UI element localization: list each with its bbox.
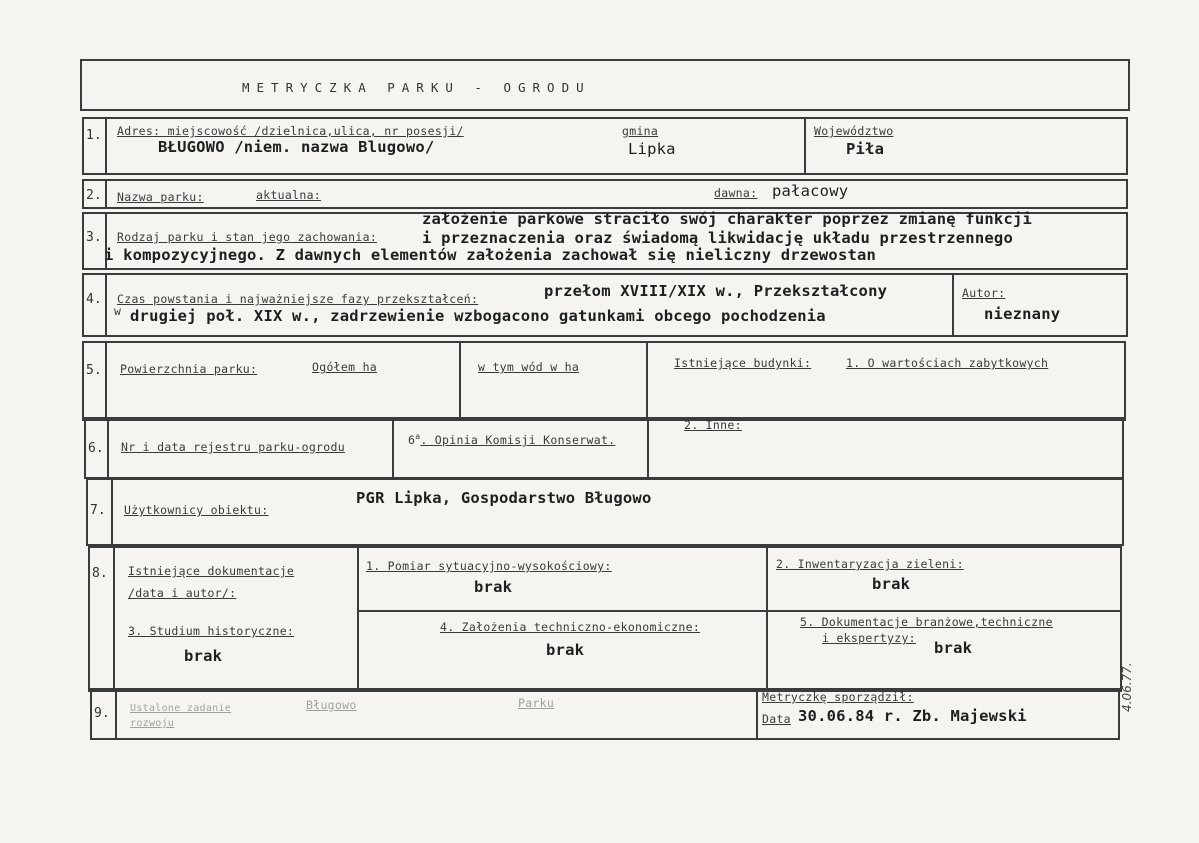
inwentaryzacja-value: brak: [872, 575, 911, 593]
handwritten-side-note: 4.06.77.: [1120, 662, 1134, 712]
studium-label: 3. Studium historyczne:: [128, 624, 295, 638]
title-box: [80, 59, 1130, 111]
row-5-box: [82, 341, 1126, 421]
opinia-label: [408, 432, 615, 447]
zadanie-label-2: rozwoju: [130, 718, 175, 729]
divider: [115, 690, 117, 738]
data-value: 30.06.84 r. Zb. Majewski: [798, 707, 1027, 725]
wod-label: w tym wód w ha: [478, 360, 580, 374]
rodzaj-line-2: i przeznaczenia oraz świadomą likwidację układu przestrzennego: [422, 229, 1013, 247]
powierzchnia-label: Powierzchnia parku:: [120, 362, 258, 376]
uzytkownicy-value: PGR Lipka, Gospodarstwo Bługowo: [356, 489, 652, 507]
divider: [357, 548, 359, 690]
czas-label: Czas powstania i najważniejsze fazy przekształceń:: [117, 292, 479, 306]
aktualna-label: aktualna:: [256, 188, 322, 202]
row-3-number: 3.: [86, 230, 102, 245]
autor-label: Autor:: [962, 286, 1006, 300]
row-4-number: 4.: [86, 292, 102, 307]
opinia-text: . Opinia Komisji Konserwat.: [420, 432, 616, 447]
row-2-number: 2.: [86, 188, 102, 203]
wojewodztwo-value: Piła: [846, 140, 885, 158]
divider: [113, 548, 115, 690]
metryczke-sporzadzil-label: Metryczkę sporządził:: [762, 690, 914, 704]
inne-label: 2. Inne:: [684, 418, 742, 432]
divider: [952, 275, 954, 335]
divider: [111, 480, 113, 544]
dokumentacje-label-2: /data i autor/:: [128, 586, 237, 600]
divider: [459, 343, 461, 419]
address-value: BŁUGOWO /niem. nazwa Blugowo/: [158, 138, 435, 156]
ogolem-label: Ogółem ha: [312, 360, 378, 374]
opinia-number: 6: [408, 432, 416, 447]
gmina-value: Lipka: [628, 140, 676, 158]
dokumentacje-branzowe-value: brak: [934, 639, 973, 657]
divider: [105, 343, 107, 419]
row-8-number: 8.: [92, 566, 108, 581]
row-6-number: 6.: [88, 441, 104, 456]
dawna-value: pałacowy: [772, 182, 849, 200]
row-9-location: Bługowo: [306, 698, 357, 712]
gmina-label: gmina: [622, 124, 659, 138]
dokumentacje-label-1: Istniejące dokumentacje: [128, 564, 295, 578]
dokumentacje-branzowe-label-2: i ekspertyzy:: [822, 631, 916, 645]
divider: [105, 181, 107, 207]
address-label: Adres: miejscowość /dzielnica,ulica, nr posesji/: [117, 124, 464, 138]
czas-line-2: drugiej poł. XIX w., zadrzewienie wzbogacono gatunkami obcego pochodzenia: [130, 307, 826, 325]
row-9-number: 9.: [94, 706, 110, 721]
autor-value: nieznany: [984, 305, 1061, 323]
budynki-label: Istniejące budynki:: [674, 356, 812, 370]
divider: [804, 119, 806, 173]
rodzaj-line-3: i kompozycyjnego. Z dawnych elementów założenia zachował się nieliczny drzewostan: [104, 246, 877, 264]
form-title: METRYCZKA PARKU - OGRODU: [242, 80, 591, 95]
wojewodztwo-label: Województwo: [814, 124, 894, 138]
row-9-park: Parku: [518, 696, 555, 710]
inwentaryzacja-label: 2. Inwentaryzacja zieleni:: [776, 557, 964, 571]
pomiar-label: 1. Pomiar sytuacyjno-wysokościowy:: [366, 559, 612, 573]
czas-w-mark: w: [114, 304, 122, 318]
divider: [107, 419, 109, 477]
rejestr-label: Nr i data rejestru parku-ogrodu: [121, 440, 345, 454]
dokumentacje-branzowe-label-1: 5. Dokumentacje branżowe,techniczne: [800, 615, 1053, 629]
row-2-box: [82, 179, 1128, 209]
park-name-label: Nazwa parku:: [117, 190, 204, 204]
rodzaj-parku-label: Rodzaj parku i stan jego zachowania:: [117, 230, 378, 244]
divider: [105, 275, 107, 335]
zalozenia-value: brak: [546, 641, 585, 659]
divider: [105, 119, 107, 173]
dawna-label: dawna:: [714, 186, 758, 200]
budynki-item-1: 1. O wartościach zabytkowych: [846, 356, 1049, 370]
studium-value: brak: [184, 647, 223, 665]
divider: [647, 419, 649, 477]
czas-line-1: przełom XVIII/XIX w., Przekształcony: [544, 282, 888, 300]
zadanie-label-1: Ustalone zadanie: [130, 703, 232, 714]
zalozenia-label: 4. Założenia techniczno-ekonomiczne:: [440, 620, 701, 634]
rodzaj-line-1: założenie parkowe straciło swój charakter poprzez zmianę funkcji: [422, 210, 1033, 228]
divider: [392, 419, 394, 477]
uzytkownicy-label: Użytkownicy obiektu:: [124, 503, 269, 517]
divider: [646, 343, 648, 419]
opinia-sup: a: [415, 432, 421, 441]
divider: [766, 548, 768, 690]
divider: [357, 610, 1120, 612]
row-5-number: 5.: [86, 363, 102, 378]
pomiar-value: brak: [474, 578, 513, 596]
row-7-number: 7.: [90, 503, 106, 518]
row-1-number: 1.: [86, 128, 102, 143]
data-label: Data: [762, 712, 791, 726]
divider: [756, 690, 758, 738]
